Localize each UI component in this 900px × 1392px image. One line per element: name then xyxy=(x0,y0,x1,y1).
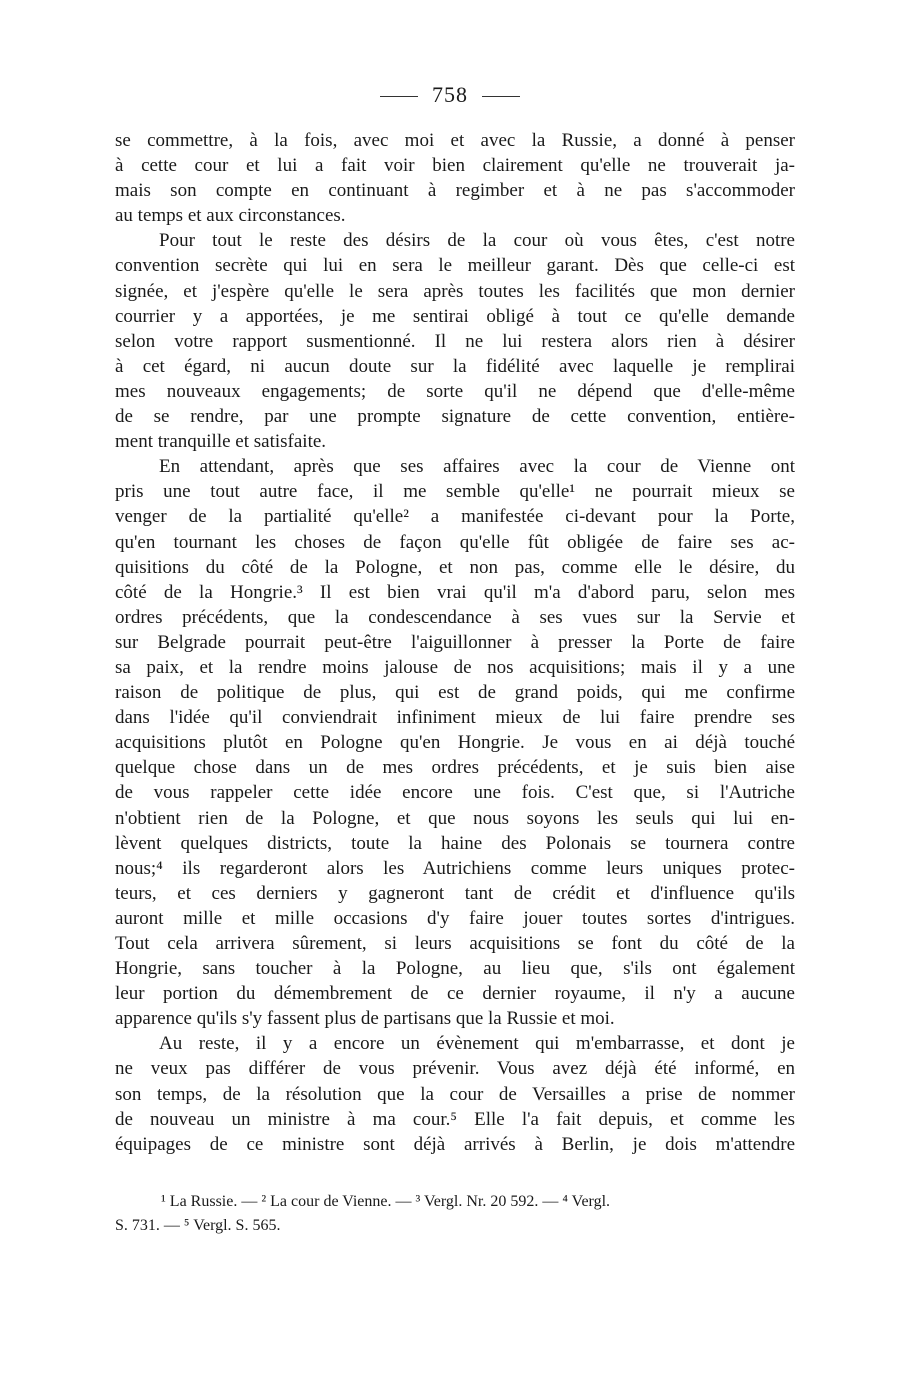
text-line: acquisitions plutôt en Pologne qu'en Hongrie. Je vous en ai déjà touché xyxy=(115,732,795,754)
text-line: teurs, et ces derniers y gagneront tant de crédit et d'influence qu'ils xyxy=(115,882,795,904)
text-line: sa paix, et la rendre moins jalouse de nos acquisitions; mais il y a une xyxy=(115,656,795,678)
text-line: côté de la Hongrie.³ Il est bien vrai qu'il m'a d'abord paru, selon mes xyxy=(115,581,795,603)
text-line: à cette cour et lui a fait voir bien clairement qu'elle ne trouverait ja- xyxy=(115,155,795,177)
text-line: ment tranquille et satisfaite. xyxy=(115,431,327,453)
text-line: ordres précédents, que la condescendance à ses vues sur la Servie et xyxy=(115,606,795,628)
text-line: n'obtient rien de la Pologne, et que nous soyons les seuls qui lui en- xyxy=(115,807,795,829)
text-line: quelque chose dans un de mes ordres précédents, et je suis bien aise xyxy=(115,757,795,779)
body-text xyxy=(115,128,795,1157)
footnote-line: S. 731. — ⁵ Vergl. S. 565. xyxy=(115,1217,281,1234)
text-line: leur portion du démembrement de ce dernier royaume, il n'y a aucune xyxy=(115,983,795,1005)
text-line: mais son compte en continuant à regimber et à ne pas s'accommoder xyxy=(115,180,795,202)
paragraph xyxy=(115,128,795,228)
text-line: équipages de ce ministre sont déjà arrivés à Berlin, je dois m'attendre xyxy=(115,1133,795,1155)
text-line: Hongrie, sans toucher à la Pologne, au lieu que, s'ils ont également xyxy=(115,958,795,980)
text-line: raison de politique de plus, qui est de grand poids, qui me confirme xyxy=(115,682,795,704)
footnote-line: ¹ La Russie. — ² La cour de Vienne. — ³ Vergl. Nr. 20 592. — ⁴ Vergl. xyxy=(161,1193,611,1210)
footnotes xyxy=(115,1190,795,1238)
text-line: convention secrète qui lui en sera le meilleur garant. Dès que celle-ci est xyxy=(115,255,795,277)
text-line: lèvent quelques districts, toute la haine des Polonais se tournera contre xyxy=(115,832,795,854)
text-line: de se rendre, par une prompte signature de cette convention, entière- xyxy=(115,406,795,428)
text-line: courrier y a apportées, je me sentirai obligé à tout ce qu'elle demande xyxy=(115,305,795,327)
text-line: Tout cela arrivera sûrement, si leurs acquisitions se font du côté de la xyxy=(115,933,795,954)
text-line: signée, et j'espère qu'elle le sera après toutes les facilités que mon dernier xyxy=(115,280,795,302)
text-line: à cet égard, ni aucun doute sur la fidélité avec laquelle je remplirai xyxy=(115,355,795,377)
text-line: de nouveau un ministre à ma cour.⁵ Elle l'a fait depuis, et comme les xyxy=(115,1108,795,1130)
text-line: venger de la partialité qu'elle² a manifestée ci-devant pour la Porte, xyxy=(115,506,795,528)
text-line: ne veux pas différer de vous prévenir. Vous avez déjà été informé, en xyxy=(115,1058,795,1080)
text-line: se commettre, à la fois, avec moi et avec la Russie, a donné à penser xyxy=(115,130,795,151)
text-line: nous;⁴ ils regarderont alors les Autrichiens comme leurs uniques protec- xyxy=(115,857,795,879)
text-line: En attendant, après que ses affaires avec la cour de Vienne ont xyxy=(159,456,795,478)
text-line: mes nouveaux engagements; de sorte qu'il ne dépend que d'elle-même xyxy=(115,380,795,402)
page-number: 758 xyxy=(432,82,468,107)
text-line: dans l'idée qu'il conviendrait infiniment mieux de lui faire prendre ses xyxy=(115,707,795,729)
paragraph xyxy=(115,454,795,1031)
text-line: au temps et aux circonstances. xyxy=(115,205,346,227)
text-line: son temps, de la résolution que la cour de Versailles a prise de nommer xyxy=(115,1083,795,1105)
paragraph xyxy=(115,1031,795,1156)
text-line: sur Belgrade pourrait peut-être l'aiguillonner à presser la Porte de faire xyxy=(115,631,795,653)
text-line: quisitions du côté de la Pologne, et non pas, comme elle le désire, du xyxy=(115,556,795,578)
header-rule-left xyxy=(380,96,418,97)
paragraph xyxy=(115,228,795,454)
page-header xyxy=(0,82,900,108)
text-line: pris une tout autre face, il me semble qu'elle¹ ne pourrait mieux se xyxy=(115,481,795,503)
text-line: Pour tout le reste des désirs de la cour où vous êtes, c'est notre xyxy=(159,230,795,252)
text-line: qu'en tournant les choses de façon qu'elle fût obligée de faire ses ac- xyxy=(115,531,795,553)
header-rule-right xyxy=(482,96,520,97)
text-line: selon votre rapport susmentionné. Il ne lui restera alors rien à désirer xyxy=(115,330,795,352)
text-line: auront mille et mille occasions d'y faire jouer toutes sortes d'intrigues. xyxy=(115,907,795,929)
text-line: de vous rappeler cette idée encore une fois. C'est que, si l'Autriche xyxy=(115,782,795,804)
text-line: apparence qu'ils s'y fassent plus de partisans que la Russie et moi. xyxy=(115,1008,615,1030)
text-line: Au reste, il y a encore un évènement qui m'embarrasse, et dont je xyxy=(159,1033,795,1055)
